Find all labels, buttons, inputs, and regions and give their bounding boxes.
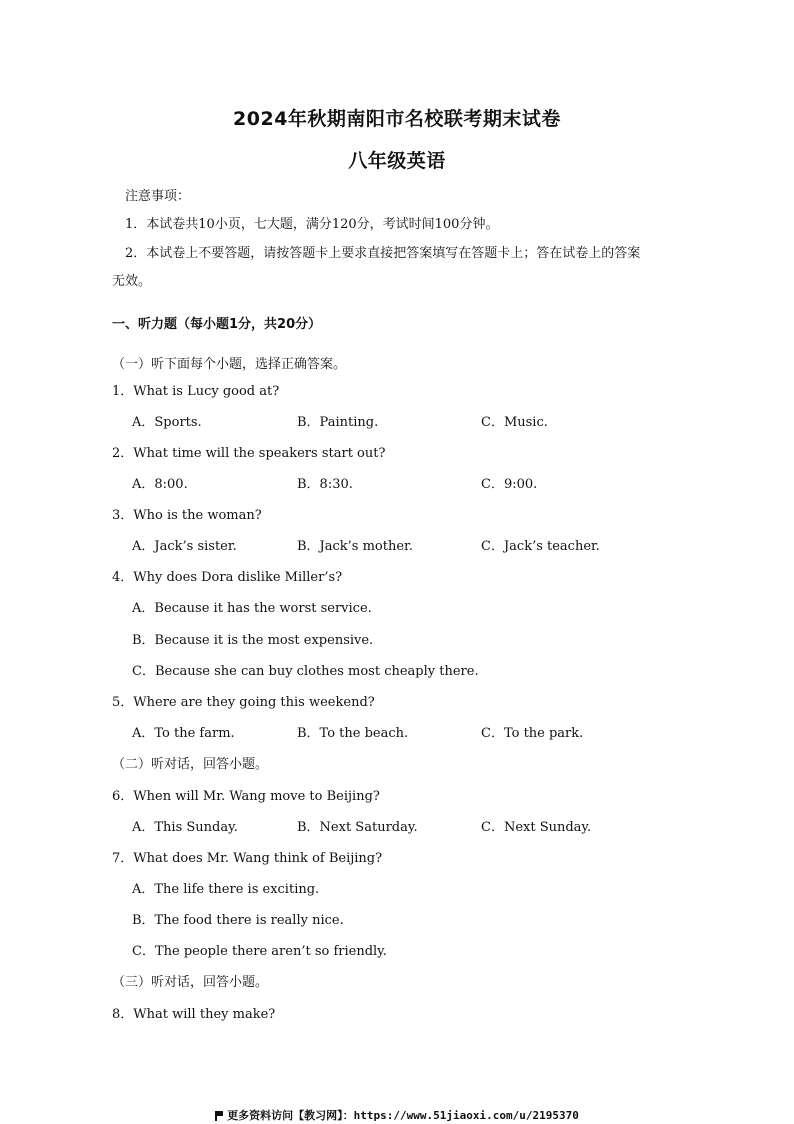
- question-2-option-a: A．8:00.: [132, 477, 188, 492]
- question-1-option-c: C．Music.: [481, 415, 548, 430]
- question-3: 3．Who is the woman?: [112, 508, 262, 523]
- question-4-option-c: C．Because she can buy clothes most cheaply there.: [132, 664, 479, 679]
- question-5-option-a: A．To the farm.: [132, 726, 235, 741]
- flag-icon: [215, 1111, 223, 1120]
- question-2-option-b: B．8:30.: [297, 477, 353, 492]
- question-6-option-a: A．This Sunday.: [132, 820, 238, 835]
- question-5-option-b: B．To the beach.: [297, 726, 409, 741]
- question-3-option-a: A．Jack’s sister.: [132, 539, 237, 554]
- question-7: 7．What does Mr. Wang think of Beijing?: [112, 851, 383, 866]
- question-6: 6．When will Mr. Wang move to Beijing?: [112, 789, 380, 804]
- question-1: 1．What is Lucy good at?: [112, 384, 280, 399]
- question-1-option-a: A．Sports.: [132, 415, 202, 430]
- question-6-option-b: B．Next Saturday.: [297, 820, 418, 835]
- question-7-option-a: A．The life there is exciting.: [132, 882, 320, 897]
- question-5: 5．Where are they going this weekend?: [112, 695, 375, 710]
- question-8: 8．What will they make?: [112, 1007, 276, 1022]
- notes-item-1: 1．本试卷共10小页，七大题，满分120分，考试时间100分钟。: [125, 217, 499, 232]
- part-heading-2: （二）听对话，回答小题。: [112, 757, 269, 772]
- notes-item-2-cont: 无效。: [112, 274, 152, 289]
- question-2-option-c: C．9:00.: [481, 477, 538, 492]
- exam-title: 2024年秋期南阳市名校联考期末试卷: [233, 108, 561, 130]
- question-5-option-c: C．To the park.: [481, 726, 584, 741]
- notes-heading: 注意事项：: [125, 189, 191, 204]
- notes-item-2: 2．本试卷上不要答题，请按答题卡上要求直接把答案填写在答题卡上；答在试卷上的答案: [125, 246, 641, 261]
- part-heading-3: （三）听对话，回答小题。: [112, 975, 269, 990]
- section-heading: 一、听力题（每小题1分，共20分）: [112, 317, 322, 332]
- footer-link[interactable]: 更多资料访问【教习网】：https://www.51jiaoxi.com/u/2195370: [227, 1109, 579, 1122]
- question-6-option-c: C．Next Sunday.: [481, 820, 592, 835]
- question-4-option-b: B．Because it is the most expensive.: [132, 633, 374, 648]
- question-2: 2．What time will the speakers start out?: [112, 446, 386, 461]
- footer: [0, 1107, 794, 1123]
- question-4-option-a: A．Because it has the worst service.: [132, 601, 372, 616]
- part-heading-1: （一）听下面每个小题，选择正确答案。: [112, 357, 347, 372]
- exam-subtitle: 八年级英语: [348, 150, 446, 172]
- question-3-option-c: C．Jack’s teacher.: [481, 539, 600, 554]
- question-4: 4．Why does Dora dislike Miller’s?: [112, 570, 343, 585]
- question-3-option-b: B．Jack’s mother.: [297, 539, 413, 554]
- question-1-option-b: B．Painting.: [297, 415, 379, 430]
- question-7-option-b: B．The food there is really nice.: [132, 913, 344, 928]
- question-7-option-c: C．The people there aren’t so friendly.: [132, 944, 387, 959]
